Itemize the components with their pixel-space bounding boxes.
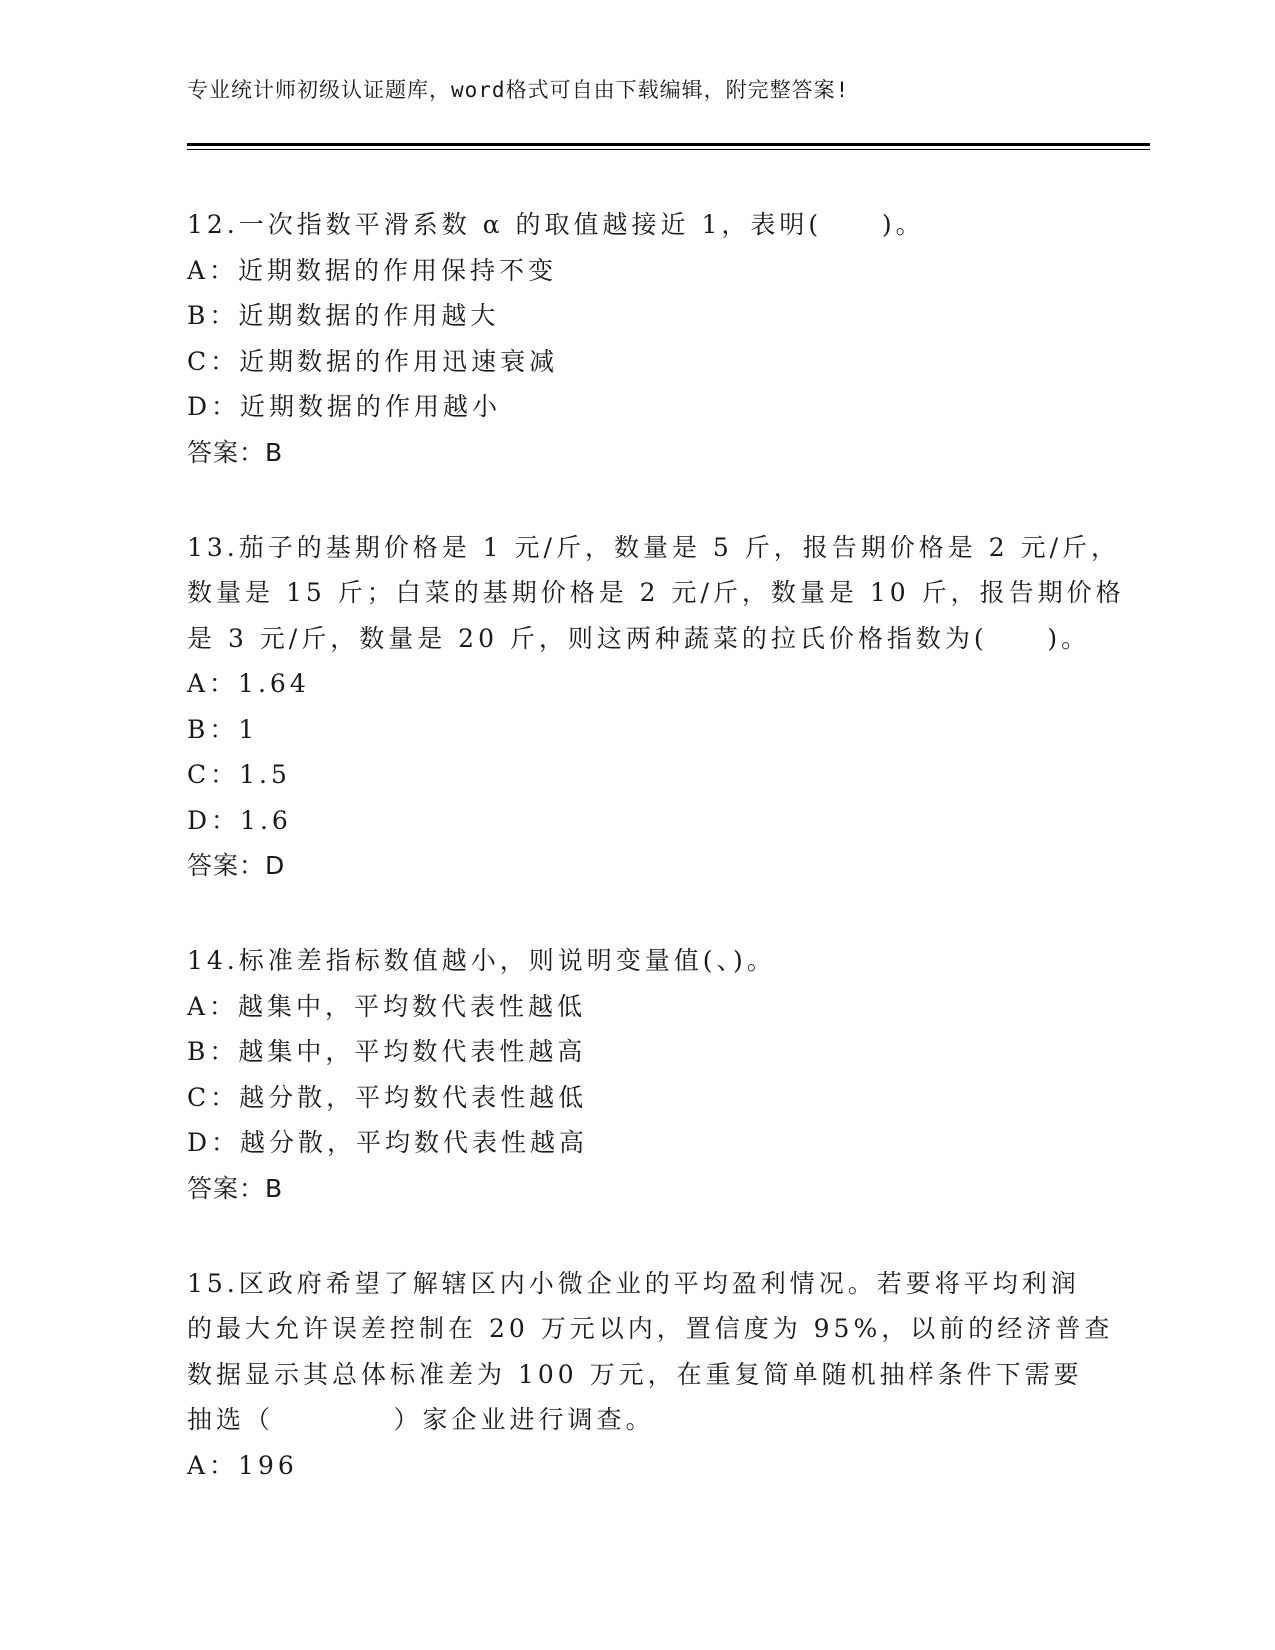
question-stem: 数据显示其总体标准差为 100 万元，在重复简单随机抽样条件下需要 (187, 1359, 1083, 1389)
question-stem: 数量是 15 斤；白菜的基期价格是 2 元/斤，数量是 10 斤，报告期价格 (187, 578, 1125, 607)
question-14 (187, 938, 1087, 1211)
option-b: B：越集中，平均数代表性越高 (187, 1037, 587, 1066)
header-rule-thin (187, 149, 1150, 150)
option-d: D：近期数据的作用越小 (187, 392, 502, 421)
option-b: B：1 (187, 714, 259, 744)
option-c: C：越分散，平均数代表性越低 (187, 1082, 588, 1112)
option-c: C：近期数据的作用迅速衰减 (187, 346, 559, 376)
question-stem: 抽选（ ）家企业进行调查。 (187, 1405, 655, 1434)
option-d: D：1.6 (187, 805, 292, 835)
question-12 (187, 202, 1087, 475)
option-a: A：1.64 (187, 669, 310, 698)
option-b: B：近期数据的作用越大 (187, 301, 500, 330)
question-stem: 14.标准差指标数值越小，则说明变量值(、)。 (187, 946, 776, 975)
question-stem: 13.茄子的基期价格是 1 元/斤，数量是 5 斤，报告期价格是 2 元/斤， (187, 532, 1121, 562)
option-c: C：1.5 (187, 760, 291, 789)
page-header: 专业统计师初级认证题库，word格式可自由下载编辑，附完整答案! (187, 78, 850, 102)
option-a: A：越集中，平均数代表性越低 (187, 991, 587, 1021)
question-list (187, 202, 1125, 1538)
question-stem: 是 3 元/斤，数量是 20 斤，则这两种蔬菜的拉氏价格指数为( )。 (187, 623, 1091, 653)
question-stem: 15.区政府希望了解辖区内小微企业的平均盈利情况。若要将平均利润 (187, 1268, 1080, 1298)
header-rule-thick (187, 143, 1150, 146)
question-stem: 的最大允许误差控制在 20 万元以内，置信度为 95%，以前的经济普查 (187, 1314, 1114, 1343)
question-stem: 12.一次指数平滑系数 α 的取值越接近 1，表明( )。 (187, 210, 925, 239)
question-13 (187, 525, 1125, 889)
answer-line: 答案：B (187, 437, 284, 467)
option-a: A：近期数据的作用保持不变 (187, 255, 558, 285)
answer-line: 答案：B (187, 1173, 284, 1203)
answer-line: 答案：D (187, 851, 286, 880)
question-15 (187, 1261, 1114, 1489)
option-a: A：196 (187, 1450, 298, 1480)
option-d: D：越分散，平均数代表性越高 (187, 1128, 589, 1157)
